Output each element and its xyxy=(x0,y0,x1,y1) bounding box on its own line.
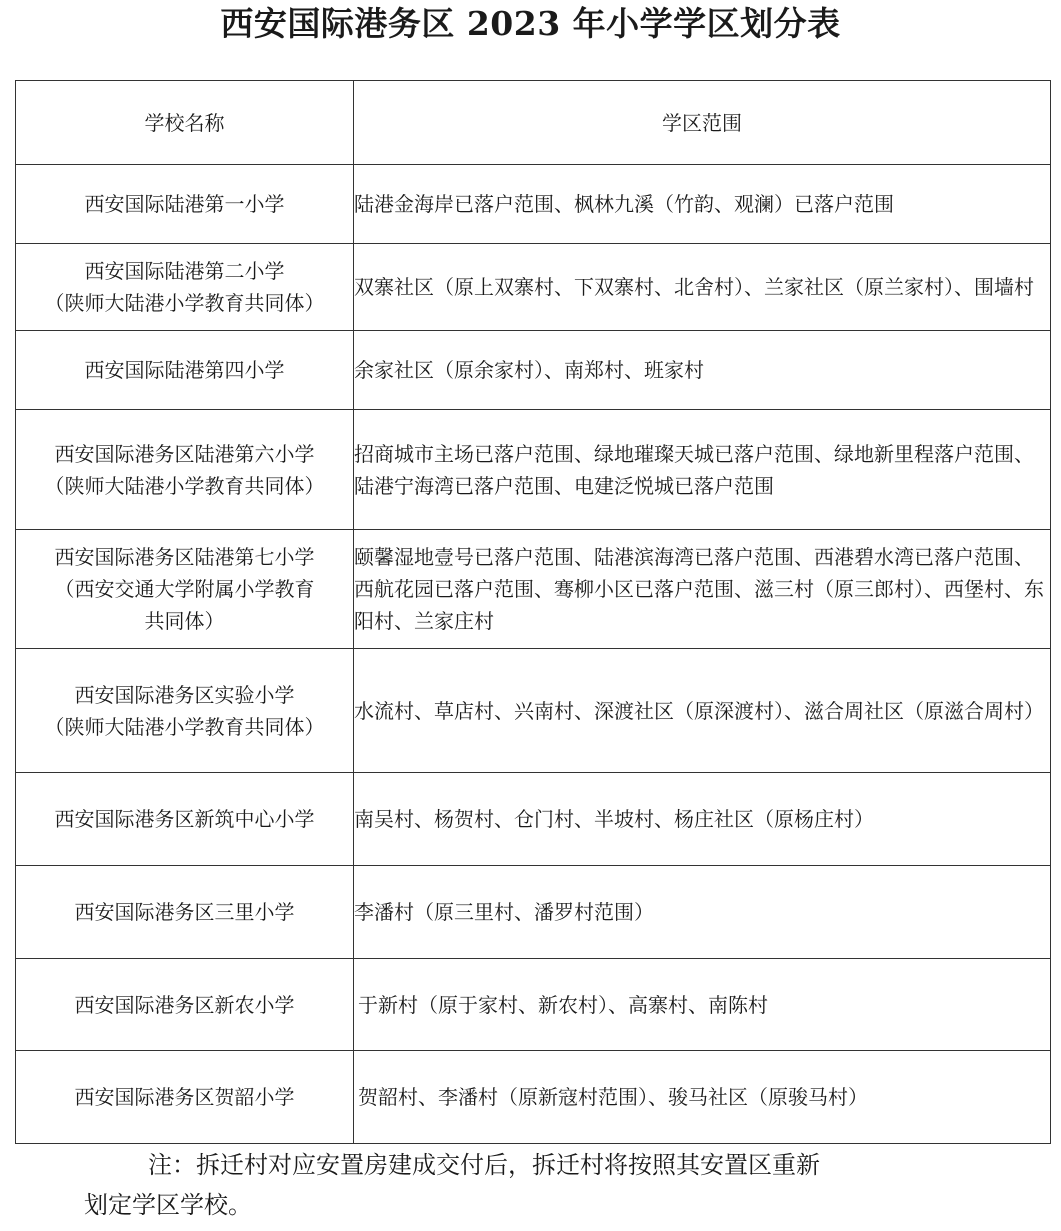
table-row xyxy=(16,1051,1051,1144)
district-range-cell: 南吴村、杨贺村、仓门村、半坡村、杨庄社区（原杨庄村） xyxy=(354,773,1051,866)
school-name-cell xyxy=(16,165,354,244)
school-name: 西安国际陆港第四小学 xyxy=(84,358,285,382)
footnote-line: 注：拆迁村对应安置房建成交付后，拆迁村将按照其安置区重新 xyxy=(148,1151,820,1179)
school-name: 西安国际陆港第二小学 xyxy=(84,259,285,283)
school-name-cell xyxy=(16,1051,354,1144)
district-range-cell: 颐馨湿地壹号已落户范围、陆港滨海湾已落户范围、西港碧水湾已落户范围、西航花园已落户范围、骞柳小区已落户范围、滋三村（原三郎村）、西堡村、东阳村、兰家庄村 xyxy=(354,530,1051,649)
document-title: 西安国际港务区 2023 年小学学区划分表 xyxy=(220,4,841,43)
district-range-cell: 余家社区（原余家村）、南郑村、班家村 xyxy=(354,331,1051,410)
district-range-cell: 陆港金海岸已落户范围、枫林九溪（竹韵、观澜）已落户范围 xyxy=(354,165,1051,244)
school-community-cont: 共同体） xyxy=(144,609,225,633)
school-name-cell xyxy=(16,244,354,331)
school-name-cell xyxy=(16,773,354,866)
school-name-cell xyxy=(16,959,354,1051)
table-row xyxy=(16,866,1051,959)
school-community: （陕师大陆港小学教育共同体） xyxy=(44,714,325,739)
school-community: （陕师大陆港小学教育共同体） xyxy=(44,291,325,315)
table-row xyxy=(16,244,1051,331)
school-name: 西安国际港务区三里小学 xyxy=(74,900,295,924)
school-name-cell xyxy=(16,410,354,530)
school-name-cell xyxy=(16,530,354,649)
school-name-cell xyxy=(16,649,354,773)
table-row xyxy=(16,530,1051,649)
footnote-line: 划定学区学校。 xyxy=(84,1191,252,1219)
table-row xyxy=(16,331,1051,410)
district-range-cell: 贺韶村、李潘村（原新寇村范围）、骏马社区（原骏马村） xyxy=(354,1051,1051,1144)
school-name: 西安国际港务区贺韶小学 xyxy=(74,1085,295,1109)
table-row xyxy=(16,165,1051,244)
school-name: 西安国际港务区陆港第六小学 xyxy=(54,441,315,466)
district-range-cell: 李潘村（原三里村、潘罗村范围） xyxy=(354,866,1051,959)
school-district-table xyxy=(15,80,1051,1144)
footnote xyxy=(84,1145,994,1225)
header-school-name: 学校名称 xyxy=(16,81,354,165)
school-name-cell xyxy=(16,866,354,959)
school-name: 西安国际港务区新农小学 xyxy=(74,992,295,1017)
district-range-cell: 招商城市主场已落户范围、绿地璀璨天城已落户范围、绿地新里程落户范围、陆港宁海湾已落户范围、电建泛悦城已落户范围 xyxy=(354,410,1051,530)
table-row xyxy=(16,410,1051,530)
school-name: 西安国际港务区新筑中心小学 xyxy=(54,807,315,831)
header-district-range: 学区范围 xyxy=(354,81,1051,165)
district-range-cell: 于新村（原于家村、新农村）、高寨村、南陈村 xyxy=(354,959,1051,1051)
table-row xyxy=(16,649,1051,773)
district-range-cell: 双寨社区（原上双寨村、下双寨村、北舍村）、兰家社区（原兰家村）、围墙村 xyxy=(354,244,1051,331)
school-name: 西安国际港务区陆港第七小学 xyxy=(54,545,315,569)
table-header-row xyxy=(16,81,1051,165)
table-row xyxy=(16,773,1051,866)
district-range-cell: 水流村、草店村、兴南村、深渡社区（原深渡村）、滋合周社区（原滋合周村） xyxy=(354,649,1051,773)
school-community: （西安交通大学附属小学教育 xyxy=(54,577,315,601)
school-community: （陕师大陆港小学教育共同体） xyxy=(44,473,325,498)
school-name: 西安国际陆港第一小学 xyxy=(84,192,285,216)
school-name-cell xyxy=(16,331,354,410)
table-row xyxy=(16,959,1051,1051)
school-name: 西安国际港务区实验小学 xyxy=(74,682,295,707)
